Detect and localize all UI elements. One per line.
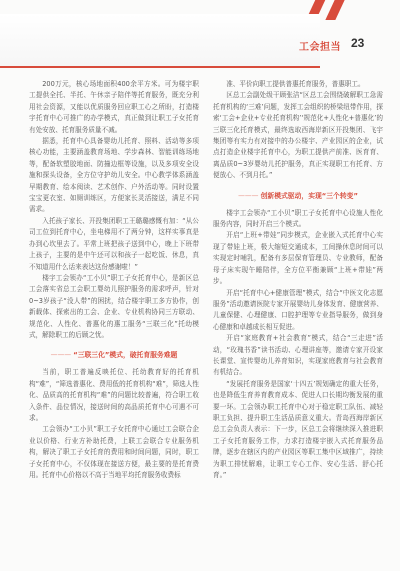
paragraph: 楼宇工会领办“工小贝”职工子女托育中心，是新区总工会落实省总工会职工婴幼儿照护服务的需求呼声，针对0~3岁孩子“没人带”的困扰，结合楼宇职工多方协作，创新载体、探索出的工会、企业、专业机构协同三方联动、规范化、人性化、普惠化的惠工服务“三联三化”托幼模式，解除职工的后顾之忧。 <box>29 273 199 339</box>
paragraph: 200万元，核心场地面积400余平方米。可为楼宇职工提供全托、半托、午休亲子陪伴等托育服务，既充分利用社会资源，又能以优质服务回应职工心之所盼，打造楼宇托育中心可推广的办学模式，真正做到让职工子女托育有处安放、托育服务质量不减。 <box>29 80 199 134</box>
section-title: 工会担当 <box>299 42 341 53</box>
header-band <box>0 14 320 68</box>
paragraph: 开启“托育中心+健康管理”模式，结合“中医文化志愿服务”活动邀请医院专家开展婴幼儿身体发育、健康营养、儿童保健、心理健康、口腔护理等专业指导服务，做到身心健康和卓越成长相互促进。 <box>213 288 383 331</box>
paragraph: 区总工会副处级干顾张洁“区总工会围绕破解职工急需托育机构的‘三难’问题，发挥工会组织的桥梁纽带作用，探索‘工会+企业+专业托育机构’‘规范化+人性化+普惠化’的三联三化托育模式，最终选取西海岸新区开投集团、飞宇集团等有实力有对接中的办公楼宇、产业园区的企业，试点打造企业楼宇托育中心，为职工提供产前准、医育育、离品质0~3岁婴幼儿托护服务，真正实现职工有托育、方便放心、不到月托。” <box>213 91 383 180</box>
header-decoration <box>325 0 344 20</box>
paragraph: 准、平价向职工提供普惠托育服务，普惠职工。 <box>226 80 365 88</box>
header-decoration <box>309 0 326 14</box>
paragraph: 入托孩子家长、开投集团职工王璐璐感慨有加：“从公司工位到托育中心，坐电梯用不了两分钟，这样实事真是办到心坎里去了。平常上班把孩子送到中心，晚上下班带上孩子，主要的是中午还可以和孩子一起吃饭、休息，真不知道用什么话来表达这份感谢啦！” <box>29 216 199 271</box>
header-bar <box>0 0 400 66</box>
paragraph: 楼宇工会领办“工小贝”职工子女托育中心设施人性化服务内容，同时开启三个模式。 <box>213 208 383 229</box>
right-column <box>213 79 383 481</box>
paragraph: 开启“上班+带娃”同步模式，企业嵌入式托育中心实现了带娃上班，极大缩短交通成本，工间操休息时间可以实现定时哺乳，配备有多层保育管理员、专业教师，配备母子床实现午睡陪伴，全方位平衡兼顾“上班+带娃”两步。 <box>213 231 383 286</box>
left-column <box>29 79 199 481</box>
subheading-text: “三联三化”模式，破托育服务难题 <box>73 351 178 360</box>
paragraph: 开启“家庭教育+社会教育”模式，结合“三走进”活动，“玫瑰书香”读书活动、心理讲座等，邀请专家开设家长课堂、宣传婴幼儿养育知识，实现家庭教育与社会教育有机结合。 <box>213 334 383 377</box>
section-subheading: ——— 创新模式驱动，实现“三个转变” <box>238 191 358 200</box>
page-number: 23 <box>351 36 365 50</box>
paragraph: 据悉，托育中心具备婴幼儿托育、照料、活动等多项核心功能，主要涵盖教育场地、学步森林、智能训练场地等，配备软塑胶地面、防撞边框等设施，以及多项安全设施和探头设备，全方位守护幼儿安全。中心教学体系涵盖早期教育、绘本阅读、艺术创作、户外活动等。同时设置宝宝更衣室、如厕训练区，方便家长灵活接送，满足不同需求。 <box>29 137 199 214</box>
paragraph: “发展托育服务是国家‘十四五’规划确定的重大任务，也是降低生育养育教育成本、促进人口长期均衡发展的重要一环。工会领办职工托育中心对于稳定职工队伍、减轻职工负担、提升职工生活品质意义重大。青岛西海岸新区总工会负责人表示：下一步，区总工会将继续深入推进职工子女托育服务工作，力求打造楼宇嵌入式托育服务品牌，逐步在辖区内的产业园区等职工集中区域推广，持续为职工排忧解难，让职工专心工作、安心生活、舒心托育。” <box>213 379 383 479</box>
subheading-text: 创新模式驱动，实现“三个转变” <box>260 191 358 200</box>
section-subheading: ——— “三联三化”模式，破托育服务难题 <box>50 351 178 360</box>
paragraph: 当前，职工普遍反映托位、托幼教育好的托育机构“难”，“筛选普惠化、费用低的托育机构“难”，筛选人性化、品质高的托育机构“难”的问题比较普遍，符合职工收入条件、品位情况，接送时间的高品质托育中心可遇不可求。 <box>29 368 199 422</box>
paragraph: 工会领办“工小贝”职工子女托育中心通过工会联合企业以价格、行业方补助托费，上联工会联合专业服务机构，解决了职工子女托育的费用和时间问题，同时，职工子女托育中心，不仅体现在接送方便，最主要的是托育费用。托育中心价格以不高于当地平均托育服务收费标 <box>29 425 199 479</box>
